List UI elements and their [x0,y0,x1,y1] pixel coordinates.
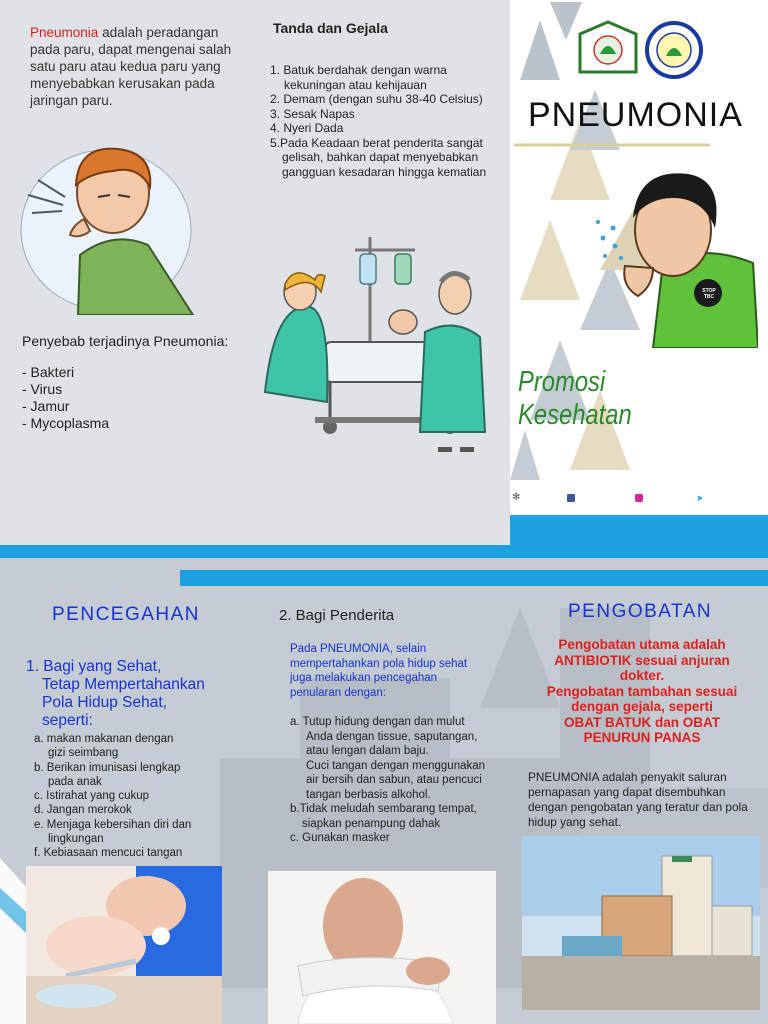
institution-logo [578,20,638,75]
patients-items [290,715,510,846]
university-logo [644,20,704,80]
treatment-line: PENURUN PANAS [583,730,701,745]
prevention-item: e. Menjaga kebersihan diri dan [34,818,192,831]
shirt-badge-text: STOP TBC [702,288,716,300]
healthy-items [34,732,234,861]
treatment-line: OBAT BATUK dan OBAT [564,714,720,730]
twitter-icon[interactable]: ➤ [696,493,704,503]
inner-page-band [180,570,768,586]
patient-item: Anda dengan tissue, saputangan, [306,730,478,743]
prevention-item: lingkungan [48,833,104,846]
coughing-man-illustration [593,168,758,348]
treatment-line: dokter. [619,668,665,683]
cause-item: - Mycoplasma [22,415,110,431]
cause-item: - Jamur [22,398,70,414]
gear-icon: ✻ [512,492,521,503]
patient-item: air bersih dan sabun, atau pencuci [306,774,482,786]
symptom-line: 5.Pada Keadaan berat penderita sangat [270,135,483,150]
hospital-photo [522,836,760,1010]
cause-item: - Bakteri [22,364,75,380]
patient-item: tangan berbasis alkohol. [306,788,431,801]
facebook-icon[interactable] [567,494,575,502]
healthy-heading-line: seperti: [42,712,93,729]
patients-heading: 2. Bagi Penderita [279,607,395,624]
prevention-item: gizi seimbang [48,747,119,760]
symptom-line: gelisah, bahkan dapat menyebabkan [282,150,479,164]
patient-item: a. Tutup hidung dengan dan mulut [290,716,465,728]
symptoms-list [270,63,510,179]
patient-item: b.Tidak meludah sembarang tempat, [290,803,477,815]
treatment-title: PENGOBATAN [568,601,713,622]
symptom-line: 1. Batuk berdahak dengan warna [270,63,447,77]
symptoms-title: Tanda dan Gejala [273,20,388,36]
cover-title: PNEUMONIA [528,96,743,134]
social-icons [510,492,768,506]
symptom-line: kekuningan atau kehijauan [284,77,427,92]
prevention-item: a. makan makanan dengan [34,733,174,745]
healthy-heading [26,658,205,730]
healthy-heading-line: 1. Bagi yang Sehat, [26,658,162,675]
symptom-line: 3. Sesak Napas [270,106,355,121]
treatment-line: ANTIBIOTIK sesuai anjuran [554,652,730,668]
cover-footer-bar [510,515,768,545]
patients-intro: Pada PNEUMONIA, selain mempertahankan pola hidup sehat juga melakukan pencegahan penularan dengan: [290,643,468,699]
intro-paragraph [30,24,250,109]
hospital-bed-illustration [255,232,495,452]
prevention-item: pada anak [48,775,102,788]
patient-item: Cuci tangan dengan menggunakan [306,759,486,772]
causes-title: Penyebab terjadinya Pneumonia: [22,333,229,349]
causes-list [22,364,109,432]
treatment-highlight [522,637,762,746]
patient-item: atau lengan dalam baju. [306,745,429,757]
symptom-line: 2. Demam (dengan suhu 38-40 Celsius) [270,92,483,106]
treatment-line: Pengobatan utama adalah [558,637,726,652]
treatment-line: Pengobatan tambahan sesuai [546,683,738,699]
cause-item: - Virus [22,381,63,397]
healthy-heading-line: Tetap Mempertahankan [42,676,205,693]
intro-keyword: Pneumonia [30,25,99,40]
prevention-title: PENCEGAHAN [52,604,201,625]
treatment-summary: PNEUMONIA adalah penyakit saluran pernapasan yang dapat disembuhkan dengan pengobatan yang teratur dan pola hidup yang sehat. [528,770,748,829]
cover-subtitle: Promosi Kesehatan [518,366,632,431]
treatment-line: dengan gejala, seperti [571,699,713,714]
prevention-item: f. Kebiasaan mencuci tangan [34,847,183,860]
intro-text: adalah peradangan pada paru, dapat mengenai salah satu paru atau kedua paru yang menyebabkan kerusakan pada jaringan paru. [30,25,232,108]
prevention-item: d. Jangan merokok [34,804,132,817]
page-separator [0,545,768,558]
patient-item: siapkan penampung dahak [302,817,441,830]
instagram-icon[interactable] [635,494,643,502]
healthy-heading-line: Pola Hidup Sehat, [42,694,167,711]
coughing-man-photo [268,871,496,1024]
patient-item: c. Gunakan masker [290,832,390,844]
vaccination-photo [26,866,222,1024]
prevention-item: b. Berikan imunisasi lengkap [34,761,181,774]
symptom-line: gangguan kesadaran hingga kematian [282,164,487,179]
prevention-item: c. Istirahat yang cukup [34,790,150,803]
coughing-boy-illustration [18,135,208,315]
symptom-line: 4. Nyeri Dada [270,121,344,135]
